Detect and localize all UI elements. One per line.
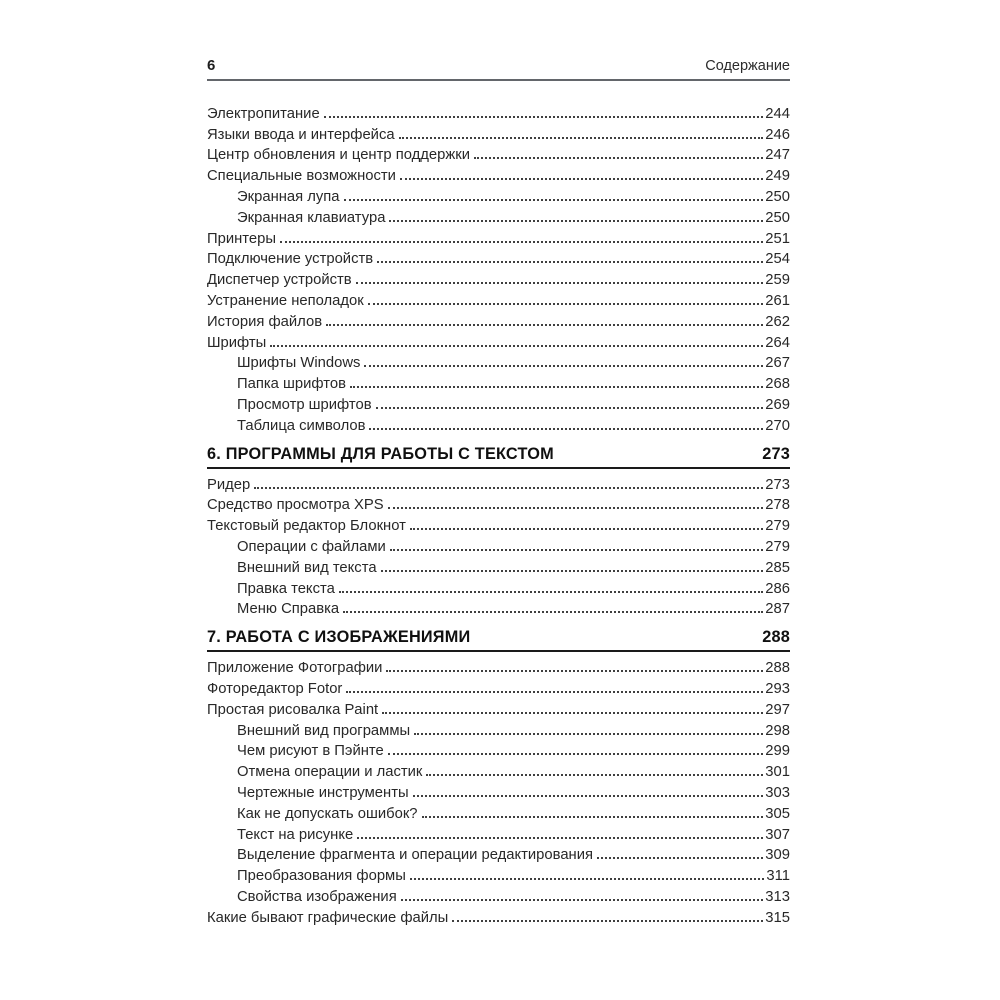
toc-entry-page: 293 — [765, 680, 790, 697]
toc-entry-label: 6. ПРОГРАММЫ ДЛЯ РАБОТЫ С ТЕКСТОМ — [207, 444, 554, 463]
toc-entry — [207, 205, 790, 226]
toc-entry-page: 288 — [762, 628, 790, 647]
dot-leader — [343, 611, 763, 613]
dot-leader — [339, 591, 763, 593]
toc-entry-label: Внешний вид текста — [237, 559, 377, 576]
dot-leader — [399, 137, 764, 139]
dot-leader — [356, 282, 764, 284]
dot-leader — [280, 241, 763, 243]
toc-entry-page: 264 — [765, 334, 790, 351]
toc-entry-label: История файлов — [207, 313, 323, 330]
toc-entry — [207, 143, 790, 164]
toc-entry-page: 262 — [765, 313, 790, 330]
toc-entry-page: 313 — [765, 888, 790, 905]
toc-entry — [207, 247, 790, 268]
dot-leader — [426, 774, 763, 776]
dot-leader — [381, 570, 764, 572]
toc-entry-page: 288 — [765, 660, 790, 677]
toc-entry — [207, 597, 790, 618]
toc-entry — [207, 884, 790, 905]
dot-leader — [270, 345, 763, 347]
dot-leader — [410, 528, 763, 530]
toc-entry — [207, 184, 790, 205]
toc-entry-page: 286 — [765, 580, 790, 597]
toc-entry-label: Экранная лупа — [237, 188, 340, 205]
dot-leader — [388, 507, 764, 509]
toc-entry-page: 299 — [765, 743, 790, 760]
toc-entry-page: 269 — [765, 396, 790, 413]
dot-leader — [388, 753, 764, 755]
toc-entry-label: Электропитание — [207, 105, 320, 122]
dot-leader — [382, 712, 763, 714]
dot-leader — [597, 857, 763, 859]
dot-leader — [413, 795, 764, 797]
page-header — [207, 57, 790, 74]
toc-entry — [207, 555, 790, 576]
toc-entry-page: 261 — [765, 292, 790, 309]
toc-entry-label: Операции с файлами — [237, 538, 386, 555]
toc-entry-page: 311 — [766, 868, 790, 885]
dot-leader — [254, 487, 763, 489]
toc-entry-label: Шрифты Windows — [237, 355, 361, 372]
dot-leader — [410, 878, 765, 880]
toc-entry-page: 297 — [765, 701, 790, 718]
toc-entry — [207, 718, 790, 739]
toc-entry-page: 273 — [762, 444, 790, 463]
toc-entry-label: Папка шрифтов — [237, 376, 346, 393]
dot-leader — [346, 691, 763, 693]
toc-entry — [207, 822, 790, 843]
toc-entry — [207, 330, 790, 351]
toc-entry — [207, 513, 790, 534]
toc-entry-page: 250 — [765, 209, 790, 226]
toc-entry-label: Какие бывают графические файлы — [207, 909, 449, 926]
toc-entry — [207, 309, 790, 330]
toc-entry-label: Фоторедактор Fotor — [207, 680, 343, 697]
dot-leader — [452, 920, 763, 922]
toc-list — [207, 81, 790, 926]
dot-leader — [350, 386, 763, 388]
toc-entry-label: Диспетчер устройств — [207, 272, 352, 289]
toc-entry — [207, 472, 790, 493]
toc-entry-page: 251 — [765, 230, 790, 247]
toc-entry-page: 247 — [765, 147, 790, 164]
toc-entry — [207, 288, 790, 309]
toc-entry-page: 249 — [765, 168, 790, 185]
toc-entry — [207, 863, 790, 884]
toc-entry-label: Текстовый редактор Блокнот — [207, 518, 406, 535]
toc-entry-label: Устранение неполадок — [207, 292, 364, 309]
toc-entry-label: Средство просмотра XPS — [207, 497, 384, 514]
running-header-title: Содержание — [705, 58, 790, 74]
toc-entry-label: Приложение Фотографии — [207, 660, 383, 677]
toc-entry-label: Простая рисовалка Paint — [207, 701, 379, 718]
dot-leader — [389, 220, 763, 222]
toc-entry-label: Отмена операции и ластик — [237, 764, 423, 781]
dot-leader — [386, 670, 763, 672]
toc-entry-page: 250 — [765, 188, 790, 205]
dot-leader — [364, 365, 763, 367]
toc-entry-page: 259 — [765, 272, 790, 289]
toc-entry — [207, 413, 790, 434]
toc-entry — [207, 163, 790, 184]
toc-entry-label: Шрифты — [207, 334, 267, 351]
toc-entry-label: Правка текста — [237, 580, 335, 597]
dot-leader — [326, 324, 763, 326]
toc-entry-page: 267 — [765, 355, 790, 372]
toc-entry-page: 298 — [765, 722, 790, 739]
dot-leader — [422, 816, 764, 818]
toc-entry-page: 305 — [765, 805, 790, 822]
toc-entry — [207, 801, 790, 822]
toc-entry-page: 254 — [765, 251, 790, 268]
toc-entry — [207, 780, 790, 801]
toc-entry — [207, 371, 790, 392]
toc-entry — [207, 493, 790, 514]
toc-entry-page: 279 — [765, 538, 790, 555]
toc-entry-page: 301 — [765, 764, 790, 781]
toc-entry — [207, 226, 790, 247]
toc-entry-label: Экранная клавиатура — [237, 209, 386, 226]
toc-entry-page: 285 — [765, 559, 790, 576]
toc-entry-label: Языки ввода и интерфейса — [207, 126, 395, 143]
toc-entry-label: Текст на рисунке — [237, 826, 354, 843]
toc-entry — [207, 905, 790, 926]
dot-leader — [474, 157, 763, 159]
toc-entry-label: Чертежные инструменты — [237, 784, 409, 801]
toc-entry-page: 273 — [765, 476, 790, 493]
toc-entry-label: Меню Справка — [237, 601, 340, 618]
toc-entry-label: Специальные возможности — [207, 168, 396, 185]
toc-entry-label: Принтеры — [207, 230, 277, 247]
dot-leader — [400, 178, 763, 180]
toc-entry — [207, 122, 790, 143]
toc-entry — [207, 267, 790, 288]
toc-entry-page: 278 — [765, 497, 790, 514]
toc-entry — [207, 655, 790, 676]
toc-entry-page: 270 — [765, 417, 790, 434]
toc-entry-label: Преобразования формы — [237, 868, 406, 885]
toc-entry-page: 315 — [765, 909, 790, 926]
toc-entry-page: 268 — [765, 376, 790, 393]
dot-leader — [390, 549, 763, 551]
toc-page — [207, 0, 790, 926]
dot-leader — [414, 733, 763, 735]
toc-entry — [207, 351, 790, 372]
toc-entry-page: 307 — [765, 826, 790, 843]
toc-entry-label: Свойства изображения — [237, 888, 397, 905]
toc-entry-label: Выделение фрагмента и операции редактирования — [237, 847, 594, 864]
toc-entry-label: Просмотр шрифтов — [237, 396, 372, 413]
toc-entry — [207, 843, 790, 864]
toc-entry-label: Ридер — [207, 476, 251, 493]
dot-leader — [401, 899, 764, 901]
toc-entry-label: 7. РАБОТА С ИЗОБРАЖЕНИЯМИ — [207, 628, 471, 647]
toc-entry-label: Центр обновления и центр поддержки — [207, 147, 470, 164]
toc-entry-page: 244 — [765, 105, 790, 122]
dot-leader — [376, 407, 764, 409]
toc-entry — [207, 739, 790, 760]
toc-entry-label: Внешний вид программы — [237, 722, 411, 739]
toc-entry — [207, 101, 790, 122]
toc-entry-page: 279 — [765, 518, 790, 535]
dot-leader — [368, 303, 764, 305]
dot-leader — [324, 116, 764, 118]
dot-leader — [369, 428, 763, 430]
toc-entry — [207, 759, 790, 780]
toc-section-heading — [207, 628, 790, 652]
toc-entry — [207, 392, 790, 413]
page-number: 6 — [207, 57, 216, 74]
toc-section-heading — [207, 445, 790, 469]
toc-entry-label: Таблица символов — [237, 417, 366, 434]
dot-leader — [344, 199, 764, 201]
toc-entry-label: Чем рисуют в Пэйнте — [237, 743, 384, 760]
dot-leader — [377, 261, 763, 263]
toc-entry-label: Как не допускать ошибок? — [237, 805, 418, 822]
toc-entry — [207, 576, 790, 597]
toc-entry — [207, 676, 790, 697]
toc-entry-page: 287 — [765, 601, 790, 618]
toc-entry-label: Подключение устройств — [207, 251, 374, 268]
toc-entry-page: 246 — [765, 126, 790, 143]
toc-entry — [207, 697, 790, 718]
toc-entry-page: 303 — [765, 784, 790, 801]
toc-entry — [207, 534, 790, 555]
dot-leader — [357, 837, 763, 839]
toc-entry-page: 309 — [765, 847, 790, 864]
